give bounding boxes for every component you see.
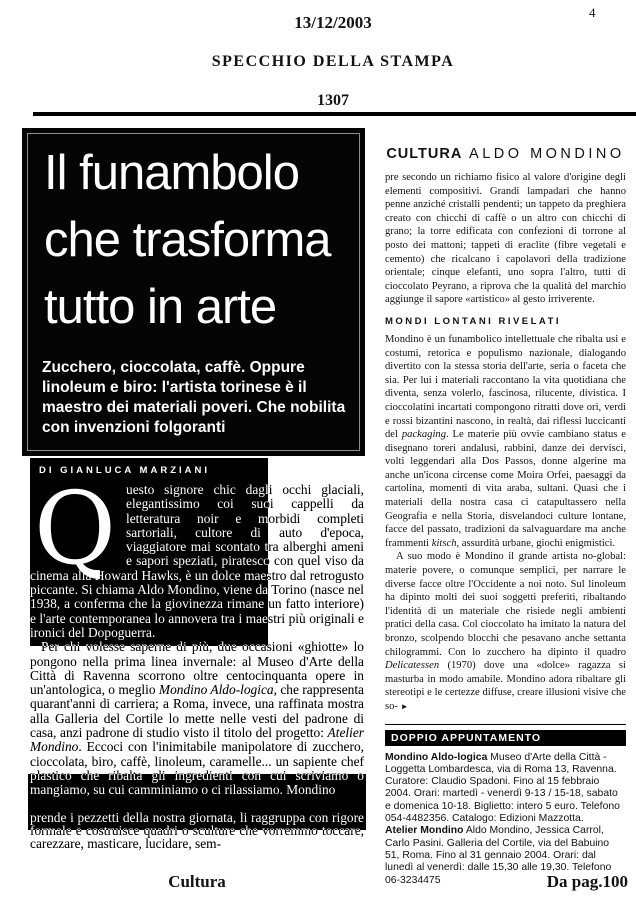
footer-page-ref: Da pag.100 bbox=[546, 872, 628, 891]
appointment-item-2: Atelier Mondino Aldo Mondino, Jessica Carrol, Carlo Pasini. Galleria del Cortile, via del Babuino 51, Roma. Fino al 31 gennaio 2004. Orari: dal lunedì al venerdì: dalle 15,30 alle 19,30. Telefono 06-3234475 bbox=[385, 825, 612, 886]
article-paragraph-4: pre secondo un richiamo fisico al valore d'origine degli elementi compositivi. Grandi lampadari che hanno penne anziché cristalli pendenti; un tappeto da preghiera creato con chicchi di caffè o un altro con chicchi di grano; la torre edificata con confezioni di torrone al posto dei mattoni; tappeti di eraclite (fibre vegetali e cemento) che ricalcano i capolavori della tradizione orientale; cinque elefanti, uno sopra l'altro, tutti di cioccolato Peyrano, a riprova che la qualità del marchio aggiunge il sapore «artistico» al gesto irriverente. bbox=[385, 172, 626, 306]
article-paragraph-3: prende i pezzetti della nostra giornata, li raggruppa con rigore formale e costruisce quadri o sculture che vorremmo toccare, carezzare, masticare, lucidare, sem- bbox=[30, 809, 364, 851]
issue-number: 1307 bbox=[317, 92, 349, 109]
article-paragraph-2: Per chi volesse saperne di più, due occasioni «ghiotte» lo pongono nella prima linea invernale: al Museo d'Arte della Città di Ravenna scorrono oltre centocinquanta opere in un'antologica, o meglio Mondino Aldo-logica, che rappresenta quarant'anni di carriera; a Roma, invece, una raffinata mostra alla Galleria del Cortile lo mette nelle vesti del padrone di casa, anzi padrone di studio visto il titolo del progetto: Atelier Mondino. Eccoci con l'inimitabile manipolatore di zucchero, cioccolata, biro, caffè, linoleum, caramelle... un sapiente chef plastico che ribalta gli ingredienti con cui scriviamo o mangiamo, su cui camminiamo o ci rilassiamo. Mondino bbox=[30, 639, 364, 798]
left-article-column bbox=[30, 456, 364, 850]
footer-section-label: Cultura bbox=[168, 872, 226, 891]
section-subhead: MONDI LONTANI RIVELATI bbox=[385, 315, 562, 327]
appointments-header: DOPPIO APPUNTAMENTO bbox=[385, 730, 626, 746]
paragraph-1-text: uesto signore chic dagli occhi glaciali, elegantissimo coi suoi cappelli da letteratura noir e morbidi completi sartoriali, cultore di auto d'epoca, viaggiatore mai scontato tra alberghi ameni e sapori speziati, piratesco con quel viso da cinema alla Howard Hawks, è un dolce maestro dal retrogusto piccante. Si chiama Aldo Mondino, viene da Torino (nasce nel 1938, a conferma che la giovinezza rimane un fatto interiore) e l'arte contemporanea lo annovera tra i maestri più originali e ironici del Dopoguerra. bbox=[30, 482, 364, 640]
publication-title: SPECCHIO DELLA STAMPA bbox=[211, 53, 455, 70]
article-paragraph-6 bbox=[385, 550, 626, 713]
headline-title bbox=[44, 140, 355, 341]
left-article-text bbox=[30, 456, 364, 850]
article-paragraph-5: Mondino è un funambolico intellettuale che ribalta usi e costumi, retorica e populismo nazionale, dialogando divertito con la stessa storia dell'arte, seria o faceta che sia. Per lui i materiali raccontano la vita quotidiana che diventa, senza volerlo, fascinosa, rilucente, divistica. I cioccolatini incartati compongono ritratti dove ori, verdi e rossi bizantini nascono, in realtà, dai riflessi luccicanti del packaging. Le materie più ovvie cambiano status e disegnano toreri andalusi, rabbini, danze dei dervisci, volti leggendari alla Dos Passos, donne algerine ma anche un'icona circense come Moira Orfei, paesaggi da cartolina, momenti di vita araba, sultani. Quasi che i materiali della nostra casa ci catapultassero nella Geografia e nella Storia, disvelandoci culture lontane, facce del passato, tradizioni da salvaguardare ma anche frammenti kitsch, assurdità urbane, giochi enigmistici. bbox=[385, 333, 626, 549]
masthead-rule bbox=[33, 112, 636, 116]
headline-line-1: Il funambolo bbox=[44, 146, 299, 200]
byline: DI GIANLUCA MARZIANI bbox=[39, 465, 210, 476]
kicker-topic: ALDO MONDINO bbox=[462, 146, 625, 162]
issue-date: 13/12/2003 bbox=[294, 13, 372, 32]
headline-line-2: che trasforma bbox=[44, 213, 331, 267]
appointments-divider bbox=[385, 724, 626, 725]
kicker-section-label: CULTURA bbox=[386, 146, 463, 162]
headline-box bbox=[22, 128, 365, 456]
dropcap: Q bbox=[34, 470, 116, 587]
headline-subhead: Zucchero, cioccolata, caffè. Oppure linoleum e biro: l'artista torinese è il maestro dei materiali poveri. Che nobilita con invenzioni folgoranti bbox=[42, 359, 346, 436]
appointments-list bbox=[385, 752, 626, 887]
right-article-column bbox=[385, 146, 626, 887]
section-kicker bbox=[385, 146, 626, 162]
page-number: 4 bbox=[589, 5, 596, 20]
appointment-item-1: Mondino Aldo-logica Museo d'Arte della Città - Loggetta Lombardesca, via di Roma 13, Ravenna. Curatore: Claudio Spadoni. Fino al 15 febbraio 2004. Orari: martedì - venerdì 9-13 / 15-18, sabato e domenica 10-18. Biglietto: intero 5 euro. Telefono 054-4482356. Catalogo: Edizioni Mazzotta. bbox=[385, 751, 620, 825]
headline-line-3: tutto in arte bbox=[44, 280, 277, 334]
paragraph-6-text: A suo modo è Mondino il grande artista no-global: materie povere, o comunque semplici, per narrare le diverse facce oltre l'Occidente a noi noto. Sul linoleum ha dipinto molti dei suoi soggetti preferiti, ribaltando l'identità di un materiale che risiede negli ambienti pratici della casa. Col cioccolato ha imitato la natura del bronzo, scolpendo blocchi che pesavano anche settanta chilogrammi. Con lo zucchero ha dipinto il quadro Delicatessen (1970) dove una «dolce» ragazza si masturba in modo amabile. Mondino adora ribaltare gli stereotipi e le certezze diffuse, creare illusioni visive che so- bbox=[385, 551, 626, 712]
continuation-arrow-icon: ► bbox=[400, 701, 409, 711]
